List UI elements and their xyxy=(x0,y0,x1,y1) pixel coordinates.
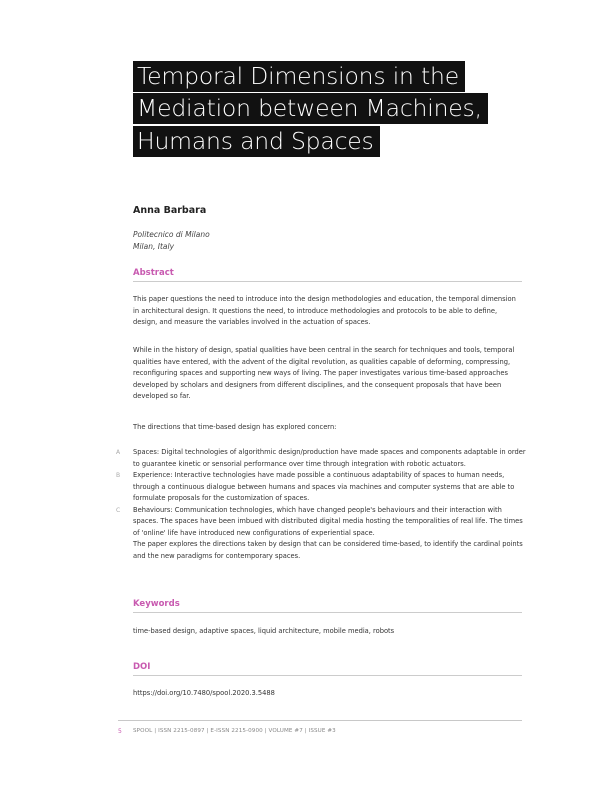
list-letter: A xyxy=(116,449,121,456)
abstract-closing: The paper explores the directions taken by design that can be considered time-based, to identify the cardinal points and the new paradigms for contemporary spaces. xyxy=(133,540,523,560)
abstract-paragraph-3: The directions that time-based design has explored concern: xyxy=(133,423,337,431)
paper-title xyxy=(133,61,573,158)
keywords-divider xyxy=(133,612,522,613)
list-item-text: Experience: Interactive technologies have made possible a continuous adaptability of spaces to human needs, through a continuous dialogue between humans and spaces via machines and computer systems that are able to formulate proposals for the customization of spaces. xyxy=(133,471,515,502)
author-name: Anna Barbara xyxy=(133,205,207,216)
abstract-heading: Abstract xyxy=(133,268,174,278)
title-line-3: Humans and Spaces xyxy=(133,126,380,157)
doi-heading: DOI xyxy=(133,662,151,672)
list-item xyxy=(116,505,528,540)
list-letter: B xyxy=(116,472,121,479)
title-line-1: Temporal Dimensions in the xyxy=(133,61,465,92)
list-item xyxy=(116,470,528,505)
keywords-heading: Keywords xyxy=(133,599,180,609)
footer-divider xyxy=(118,720,522,721)
journal-info: SPOOL | ISSN 2215-0897 | E-ISSN 2215-0900 | VOLUME #7 | ISSUE #3 xyxy=(133,728,336,734)
list-item-text: Spaces: Digital technologies of algorithmic design/production have made spaces and components adaptable in order to guarantee kinetic or sensorial performance over time through integration with robotic actuators. xyxy=(133,448,526,468)
list-letter: C xyxy=(116,506,121,514)
keywords-text: time-based design, adaptive spaces, liquid architecture, mobile media, robots xyxy=(133,627,395,635)
abstract-paragraph-2: While in the history of design, spatial qualities have been central in the search for techniques and tools, temporal qualities have entered, with the advent of the digital revolution, as qualities capable of deforming, compressing, reconfiguring spaces and supporting new ways of living. The paper investigates various time-based approaches developed by scholars and designers from different disciplines, and the consequent proposals that have been developed so far. xyxy=(133,346,515,400)
affiliation xyxy=(133,229,210,253)
abstract-paragraph-1: This paper questions the need to introduce into the design methodologies and education, the temporal dimension in architectural design. It questions the need, to introduce methodologies and protocols to be able to define, design, and measure the variables involved in the actuation of spaces. xyxy=(133,295,516,326)
doi-link[interactable]: https://doi.org/10.7480/spool.2020.3.5488 xyxy=(133,689,275,697)
list-item-text: Behaviours: Communication technologies, which have changed people's behaviours and their interaction with spaces. The spaces have been imbued with distributed digital media hosting the temporalities of real life. The times of 'online' life have introduced new configurations of experiential space. xyxy=(133,505,523,537)
affiliation-location: Milan, Italy xyxy=(133,242,175,251)
list-item xyxy=(116,447,528,470)
abstract-divider xyxy=(133,281,522,282)
doi-divider xyxy=(133,675,522,676)
affiliation-institution: Politecnico di Milano xyxy=(133,230,210,239)
directions-list xyxy=(116,447,528,562)
title-line-2: Mediation between Machines, xyxy=(133,93,488,124)
page-number: 5 xyxy=(118,728,122,735)
